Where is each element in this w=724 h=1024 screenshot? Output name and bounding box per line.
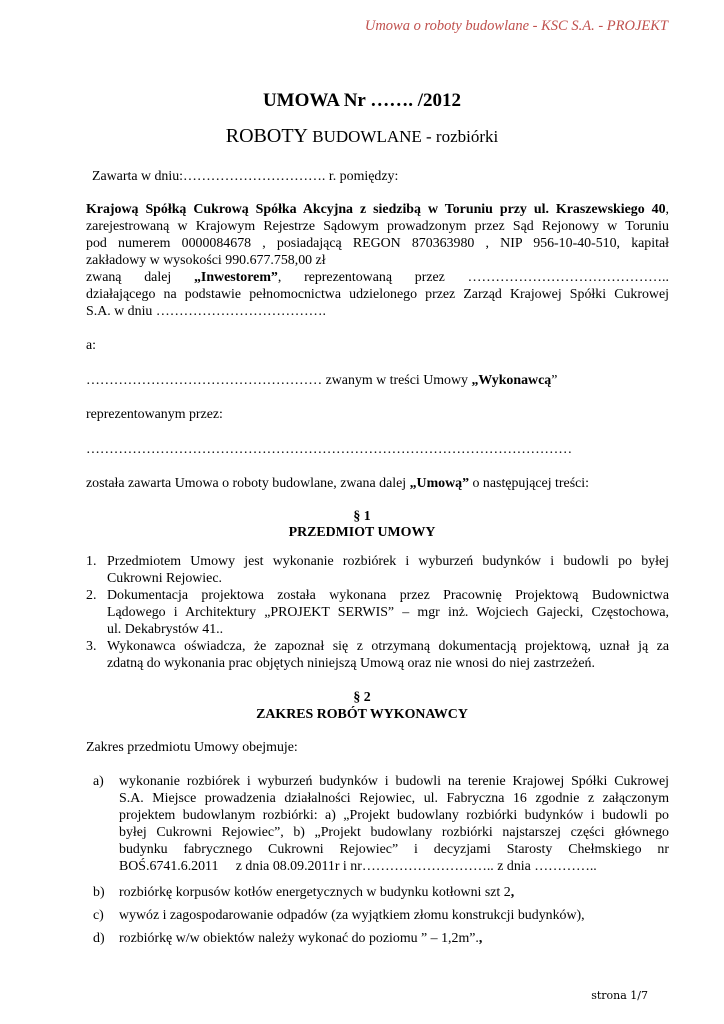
s2-item-a-line3: projektem budowlanym rozbiórki: a) „Projekt budowlany rozbiórki budynków i budowli po [119, 808, 669, 823]
party1-name: Krajową Spółką Cukrową Spółka Akcyjna z siedzibą w Toruniu przy ul. Kraszewskiego 40 [86, 202, 666, 217]
s1-item2-line1: Dokumentacja projektowa została wykonana przez Pracownię Projektową Budownictwa [107, 588, 669, 603]
party1-line-1: Krajową Spółką Cukrową Spółka Akcyjna z siedzibą w Toruniu przy ul. Kraszewskiego 40, [86, 202, 669, 217]
s2-item-a-line2: S.A. Miejsce prowadzenia działalności Rejowiec, ul. Fabryczna 16 zgodnie z załączonym [119, 791, 669, 806]
s1-item3-num: 3. [86, 639, 97, 654]
s2-item-b-text [119, 884, 514, 902]
s2-item-b-main: rozbiórkę korpusów kotłów energetycznych w budynku kotłowni szt 2 [119, 885, 511, 900]
s1-item1-line2: Cukrowni Rejowiec. [107, 571, 222, 586]
umowa-bold: „Umową” [409, 476, 470, 491]
dots-line: …………………………………………………………………………………………… [86, 442, 573, 457]
party1-line-4: zakładowy w wysokości 990.677.758,00 zł [86, 253, 326, 268]
s2-item-d-tail: , [478, 931, 483, 946]
zawarta-line: Zawarta w dniu:…………………………. r. pomiędzy: [92, 169, 399, 184]
party1-line-3: pod numerem 0000084678 , posiadającą REGON 870363980 , NIP 956-10-40-510, kapitał [86, 236, 669, 251]
inwestorem-bold: „Inwestorem” [193, 270, 278, 285]
zostala-post: o następującej treści: [469, 476, 589, 491]
wykonawca-post: ” [551, 373, 558, 388]
s2-item-d-text [119, 930, 482, 948]
s1-item2-line2: Lądowego i Architektury „PROJEKT SERWIS” – mgr inż. Wojciech Gajecki, Częstochowa, [107, 605, 669, 620]
s2-intro: Zakres przedmiotu Umowy obejmuje: [86, 740, 298, 755]
wykonawca-bold: „Wykonawcą [471, 373, 552, 388]
pelnomocnictwo-line-2: S.A. w dniu ………………………………. [86, 304, 327, 319]
zostala-line [86, 475, 589, 493]
s1-item1-num: 1. [86, 554, 97, 569]
document-subtitle [0, 125, 724, 148]
s2-item-a-line4: byłej Cukrowni Rejowiec”, b) „Projekt budowlany rozbiórki najstarszej części głównego [119, 825, 669, 840]
party1-line-2: zarejestrowaną w Krajowym Rejestrze Sądowym prowadzonym przez Sąd Rejonowy w Toruniu [86, 219, 669, 234]
document-title: UMOWA Nr ……. /2012 [262, 90, 462, 111]
section2-paragraph-sign: § 2 [353, 690, 371, 705]
s2-item-d-main: rozbiórkę w/w obiektów należy wykonać do poziomu ” – 1,2m”. [119, 931, 479, 946]
wykonawca-pre: …………………………………………… zwanym w treści Umowy [86, 373, 472, 388]
s2-item-b-label: b) [93, 885, 105, 900]
wykonawca-line [86, 372, 557, 390]
s2-item-c-text: wywóz i zagospodarowanie odpadów (za wyjątkiem złomu konstrukcji budynków), [119, 908, 585, 923]
section1-paragraph-sign: § 1 [353, 509, 371, 524]
s1-item3-line2: zdatną do wykonania prac objętych niniejszą Umową oraz nie wnosi do niej zastrzeżeń. [107, 656, 595, 671]
s2-item-c-label: c) [93, 908, 104, 923]
s1-item1-line1: Przedmiotem Umowy jest wykonanie rozbiórek i wyburzeń budynków i budowli po byłej [107, 554, 669, 569]
zostala-pre: została zawarta Umowa o roboty budowlane, zwana dalej [86, 476, 410, 491]
section1-heading: PRZEDMIOT UMOWY [288, 525, 436, 540]
section2-heading: ZAKRES ROBÓT WYKONAWCY [256, 707, 468, 722]
subtitle-rest: BUDOWLANE - rozbiórki [307, 127, 499, 146]
s2-item-a-label: a) [93, 774, 104, 789]
pelnomocnictwo-line-1: działającego na podstawie pełnomocnictwa udzielonego przez Zarząd Krajowej Spółki Cukrowej [86, 287, 669, 302]
zwana-pre: zwaną dalej [86, 270, 194, 285]
s2-item-b-tail: , [510, 885, 515, 900]
running-header: Umowa o roboty budowlane - KSC S.A. - PROJEKT [364, 18, 668, 34]
a-label: a: [86, 338, 97, 353]
s2-item-a-line1: wykonanie rozbiórek i wyburzeń budynków i budowli na terenie Krajowej Spółki Cukrowej [119, 774, 669, 789]
s2-item-a-line5: budynku fabrycznego Cukrowni Rejowiec” i decyzjami Starosty Chełmskiego nr [119, 842, 669, 857]
s1-item2-line3: ul. Dekabrystów 41.. [107, 622, 224, 637]
s2-item-a-line6: BOŚ.6741.6.2011 z dnia 08.09.2011r i nr……………………….. z dnia ………….. [119, 859, 597, 874]
s2-item-d-label: d) [93, 931, 105, 946]
page-number: strona 1/7 [591, 989, 648, 1002]
s1-item3-line1: Wykonawca oświadcza, że zapoznał się z otrzymaną dokumentacją projektową, uznał ją za [107, 639, 669, 654]
zwana-post: , reprezentowaną przez …………………………………….. [277, 270, 669, 285]
s1-item2-num: 2. [86, 588, 97, 603]
reprezentowanym-line: reprezentowanym przez: [86, 407, 223, 422]
subtitle-roboty: ROBOTY [225, 125, 308, 147]
zwana-line [86, 269, 669, 287]
